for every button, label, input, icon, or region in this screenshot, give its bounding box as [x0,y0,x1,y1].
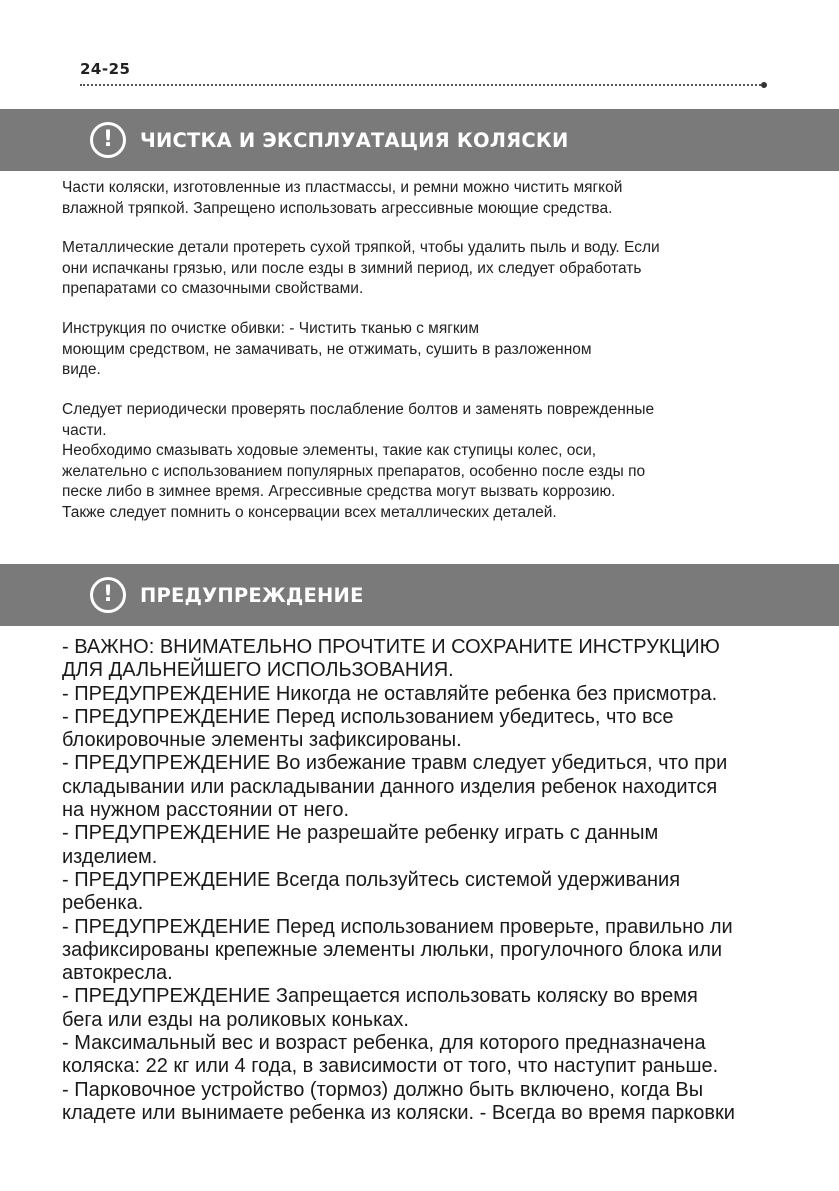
paragraph-text: Металлические детали протереть сухой тряпкой, чтобы удалить пыль и воду. Если они испачканы грязью, или после езды в зимний период, их следует обработать препаратами со смазочными свойствами. [62,239,660,297]
warning-item: - ПРЕДУПРЕЖДЕНИЕ Не разрешайте ребенку играть с данным изделием. [62,822,659,868]
warning-section-header [0,564,839,626]
page-number: 24-25 [80,60,131,78]
paragraph-text: Части коляски, изготовленные из пластмассы, и ремни можно чистить мягкой влажной тряпкой. Запрещено использовать агрессивные моющие средства. [62,179,623,217]
warning-item: - Парковочное устройство (тормоз) должно быть включено, когда Вы кладете или вынимаете ребенка из коляски. - Всегда во время парковки [62,1078,735,1124]
warning-item: - ПРЕДУПРЕЖДЕНИЕ Во избежание травм следует убедиться, что при складывании или раскладывании данного изделия ребенок находится на нужном расстоянии от него. [62,752,728,822]
cleaning-paragraph-upholstery [62,319,782,381]
cleaning-section-header [0,109,839,171]
warning-item: - ПРЕДУПРЕЖДЕНИЕ Запрещается использовать коляску во время бега или езды на роликовых коньках. [62,985,698,1031]
cleaning-paragraph-maintenance [62,400,782,523]
cleaning-paragraph-plastic [62,178,782,219]
warning-item: - ПРЕДУПРЕЖДЕНИЕ Всегда пользуйтесь системой удерживания ребенка. [62,868,681,915]
exclamation-circle-icon: ! [90,577,126,613]
cleaning-paragraph-metal [62,238,782,300]
cleaning-section-title: ЧИСТКА И ЭКСПЛУАТАЦИЯ КОЛЯСКИ [140,128,569,152]
paragraph-text: Инструкция по очистке обивки: - Чистить тканью с мягким моющим средством, не замачивать, не отжимать, сушить в разложенном виде. [62,320,592,378]
warning-item: - Максимальный вес и возраст ребенка, для которого предназначена коляска: 22 кг или 4 года, в зависимости от того, что наступит раньше. [62,1032,719,1078]
warning-item: - ВАЖНО: ВНИМАТЕЛЬНО ПРОЧТИТЕ И СОХРАНИТЕ ИНСТРУКЦИЮ ДЛЯ ДАЛЬНЕЙШЕГО ИСПОЛЬЗОВАНИЯ. [62,636,720,682]
warning-item: - ПРЕДУПРЕЖДЕНИЕ Никогда не оставляйте ребенка без присмотра. [62,682,718,705]
warning-section-title: ПРЕДУПРЕЖДЕНИЕ [140,583,364,607]
header-divider [80,84,765,86]
warning-item: - ПРЕДУПРЕЖДЕНИЕ Перед использованием убедитесь, что все блокировочные элементы зафиксированы. [62,705,674,752]
exclamation-circle-icon: ! [90,122,126,158]
warning-list [62,636,792,1125]
paragraph-text: Следует периодически проверять послабление болтов и заменять поврежденные части. Необходимо смазывать ходовые элементы, такие как ступицы колес, оси, желательно с использованием популярных препаратов, особенно после езды по песке либо в зимнее время. Агрессивные средства могут вызвать коррозию. Также следует помнить о консервации всех металлических деталей. [62,401,655,521]
divider-end-dot [761,82,767,88]
warning-item: - ПРЕДУПРЕЖДЕНИЕ Перед использованием проверьте, правильно ли зафиксированы крепежные элементы люльки, прогулочного блока или автокресла. [62,915,733,985]
